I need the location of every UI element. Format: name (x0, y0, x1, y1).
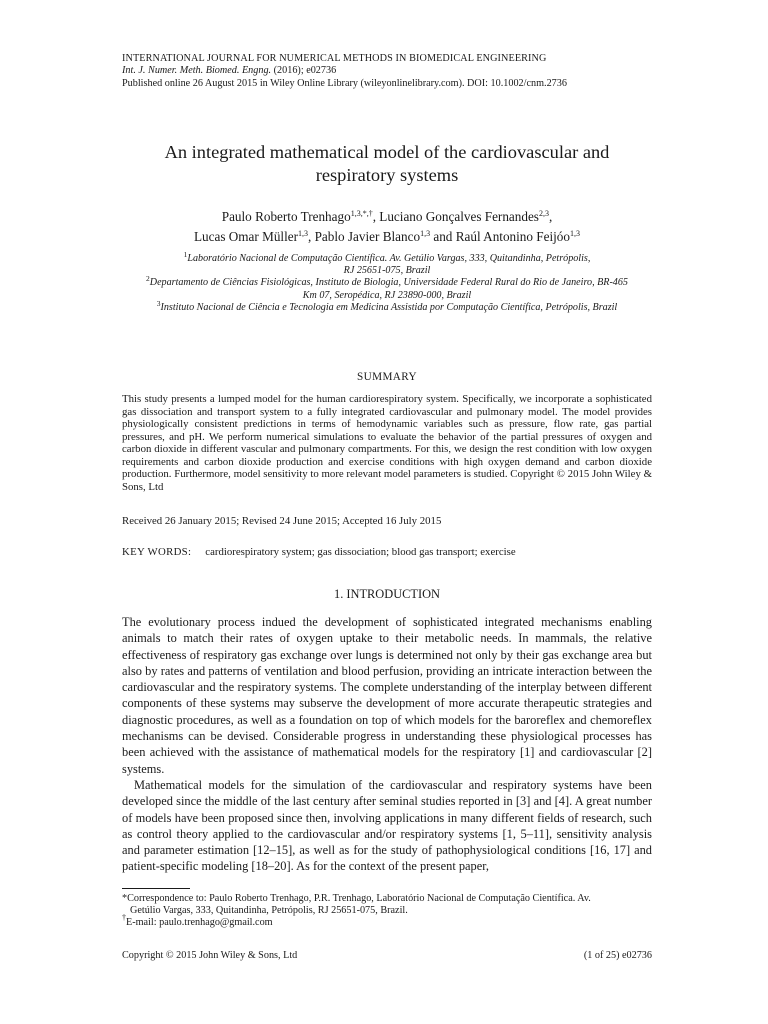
author-5-affil: 1,3 (570, 229, 580, 238)
journal-name: INTERNATIONAL JOURNAL FOR NUMERICAL METHODS IN BIOMEDICAL ENGINEERING (122, 53, 547, 64)
affiliation-2-number: 2 (146, 274, 150, 284)
citation-abbrev: Int. J. Numer. Meth. Biomed. Engng. (122, 65, 272, 77)
summary-heading: SUMMARY (357, 371, 417, 383)
section-heading: 1. INTRODUCTION (334, 587, 440, 601)
affiliation-3 (122, 298, 652, 314)
author-1: Paulo Roberto Trenhago (221, 209, 351, 224)
author-line-end: , (548, 209, 553, 224)
affiliation-1-line-2: RJ 25651-075, Brazil (343, 265, 431, 277)
publication-info: Published online 26 August 2015 in Wiley Online Library (wileyonlinelibrary.com). DOI: 10.1002/cnm.2736 (122, 77, 567, 89)
footer-copyright: Copyright © 2015 John Wiley & Sons, Ltd (122, 950, 298, 961)
footnotes (122, 893, 652, 930)
citation-rest: (2016); e02736 (271, 65, 337, 77)
author-list (122, 207, 652, 247)
journal-header (122, 53, 682, 90)
affiliation-1-number: 1 (183, 250, 188, 259)
footer-page-number: (1 of 25) e02736 (583, 950, 652, 961)
footnote-rule (122, 888, 190, 889)
keywords-text: cardiorespiratory system; gas dissociation; blood gas transport; exercise (205, 546, 516, 558)
author-2-affil: 2,3 (538, 209, 549, 218)
keywords-label: KEY WORDS: (122, 546, 192, 558)
affiliation-3-number: 3 (156, 298, 161, 308)
author-1-affil: 1,3,*,† (350, 209, 373, 218)
author-3-affil: 1,3 (297, 229, 308, 238)
author-4-affil: 1,3 (420, 229, 431, 238)
affiliation-2-line-1: Departamento de Ciências Fisiológicas, Instituto de Biologia, Universidade Federal Rural do Rio de Janeiro, BR-465 (149, 277, 628, 289)
title-line-1: An integrated mathematical model of the cardiovascular and (164, 142, 610, 162)
correspondence-line-2: Getúlio Vargas, 333, Quitandinha, Petrópolis, RJ 25651-075, Brazil. (130, 905, 408, 917)
author-5: and Raúl Antonino Feijóo (430, 229, 570, 244)
authors-line-2 (122, 227, 652, 247)
authors-line-1 (122, 207, 652, 227)
title-line-2: respiratory systems (315, 165, 459, 185)
email-footnote (122, 913, 652, 929)
summary-text: This study presents a lumped model for the human cardiorespiratory system. Specifically, we incorporate a sophisticated gas dissociation and transport system to a fully integrated cardiovascular and pulmonary model. The model provides physiologically consistent predictions in terms of hemodynamic variables such as pressure, flow rate, gas partial pressures, and pH. We perform numerical simulations to evaluate the behavior of the partial pressures of oxygen and carbon dioxide in different vascular and pulmonary compartments. For this, we design the rest condition with low oxygen requirements and carbon dioxide production and exercise conditions with high oxygen demand and carbon dioxide production. Furthermore, model sensitivity to more relevant model parameters is studied. Copyright © 2015 John Wiley & Sons, Ltd (122, 393, 652, 493)
paper-title (122, 141, 652, 187)
section-body (122, 614, 652, 875)
keywords (122, 546, 652, 558)
correspondence-line-1: *Correspondence to: Paulo Roberto Trenhago, P.R. Trenhago, Laboratório Nacional de Computação Científica. Av. (122, 893, 591, 904)
journal-citation (122, 65, 682, 77)
affiliations (122, 250, 652, 314)
affiliation-2 (122, 274, 652, 289)
affiliation-1 (122, 250, 652, 265)
author-3: Lucas Omar Müller (193, 229, 298, 244)
paragraph-1: The evolutionary process indued the development of sophisticated integrated mechanisms enabling animals to match their rates of oxygen uptake to their metabolic needs. In mammals, the relative effectiveness of respiratory gas exchange over lungs is determined not only by their gas exchange area but also by rates and patterns of ventilation and blood perfusion, providing an intricate interaction between the cardiovascular and the respiratory systems. The complete understanding of the interplay between different components of these systems may subserve the development of more accurate therapeutic strategies and diagnostic procedures, as well as a foundation on top of which models for the baroreflex and chemoreflex mechanisms can be devised. Considerable progress in understanding these physiological processes has been achieved with the assistance of mathematical models for the respiratory [1] and cardiovascular [2] systems. (122, 615, 652, 776)
received-dates: Received 26 January 2015; Revised 24 June 2015; Accepted 16 July 2015 (122, 515, 442, 527)
author-2: , Luciano Gonçalves Fernandes (372, 209, 539, 224)
affiliation-1-line-1: Laboratório Nacional de Computação Científica. Av. Getúlio Vargas, 333, Quitandinha, Petrópolis, (187, 253, 591, 264)
affiliation-2-line-2: Km 07, Seropédica, RJ 23890-000, Brazil (302, 289, 472, 301)
page-footer (122, 950, 652, 961)
paragraph-2: Mathematical models for the simulation of the cardiovascular and respiratory systems have been developed since the middle of the last century after seminal studies reported in [3] and [4]. A great number of models have been proposed since then, involving applications in many different fields of research, such as control theory applied to the cardiovascular and/or respiratory systems [1, 5–11], sensitivity analysis and parameter estimation [12–15], as well as for the study of pathophysiological conditions [16, 17] and patient-specific modeling [18–20]. As for the context of the present paper, (122, 777, 652, 874)
email-footnote-mark: † (122, 913, 126, 923)
email-footnote-text: E-mail: paulo.trenhago@gmail.com (126, 917, 273, 929)
affiliation-3-line-1: Instituto Nacional de Ciência e Tecnologia em Medicina Assistida por Computação Científica, Petrópolis, Brazil (160, 301, 618, 313)
author-4: , Pablo Javier Blanco (307, 229, 421, 244)
